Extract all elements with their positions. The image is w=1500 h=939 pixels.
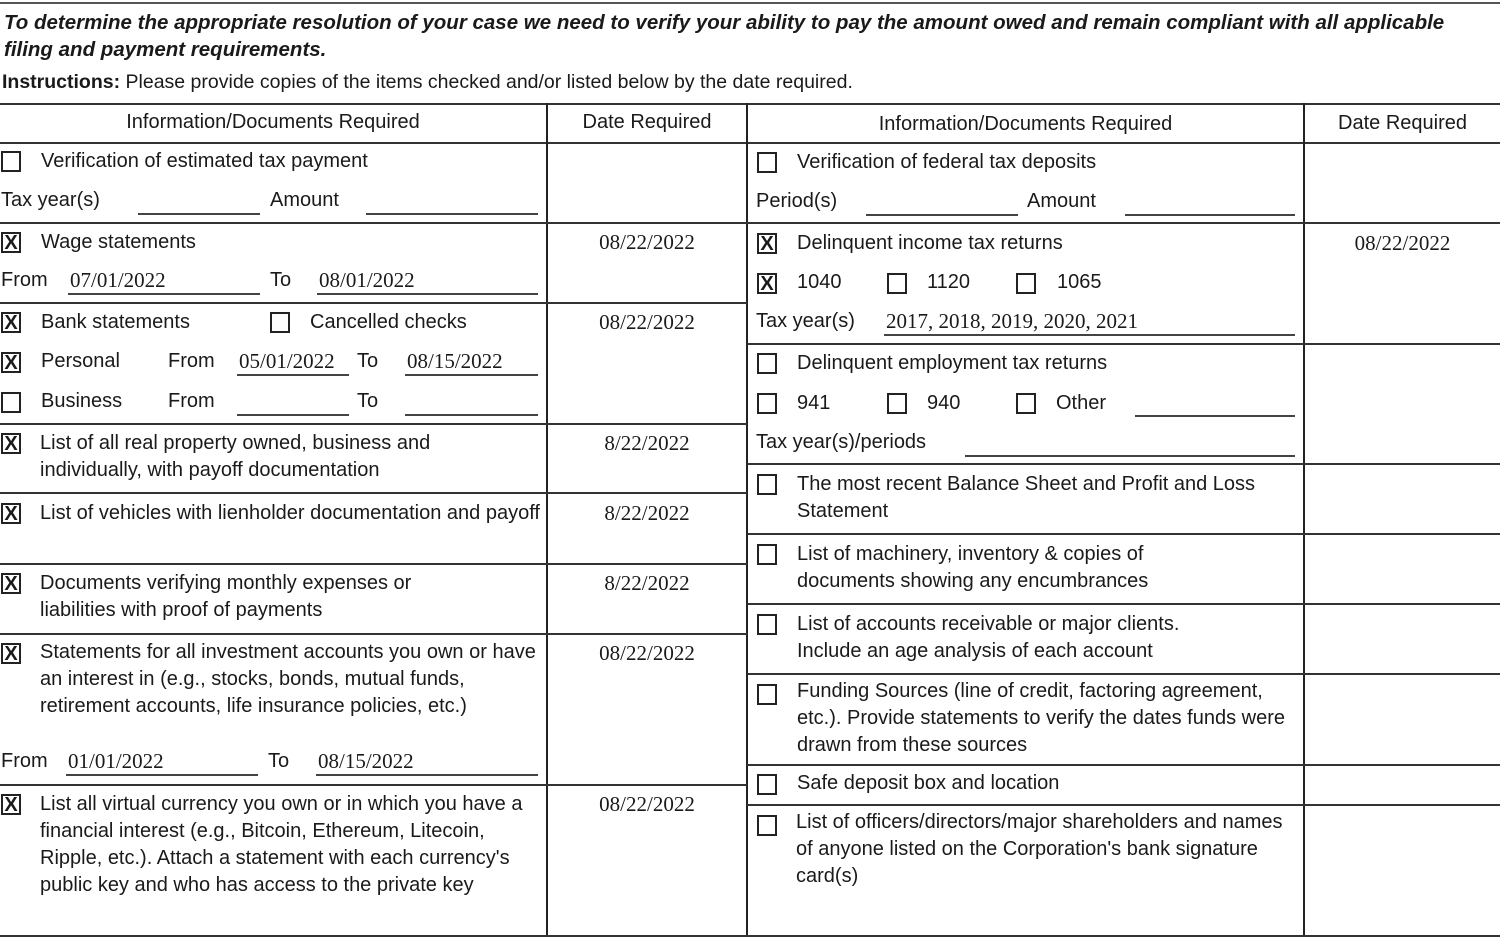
federal-periods-label: Period(s) xyxy=(756,190,838,212)
investments-to-label: To xyxy=(268,750,290,772)
instructions xyxy=(2,70,853,94)
wage-from-underline xyxy=(68,293,260,295)
left-date-header: Date Required xyxy=(582,111,712,133)
top-border xyxy=(0,2,1500,4)
form-1120-checkbox[interactable] xyxy=(887,273,907,294)
expenses-date-required: 8/22/2022 xyxy=(604,571,690,595)
wage-statements-checkbox[interactable] xyxy=(1,232,21,253)
row-divider xyxy=(747,764,1500,766)
left-info-header: Information/Documents Required xyxy=(126,111,420,133)
safe-deposit-label: Safe deposit box and location xyxy=(797,772,1060,794)
employment-tax-checkbox[interactable] xyxy=(757,353,777,374)
estimated-tax-amount-label: Amount xyxy=(270,189,339,211)
row-divider xyxy=(747,804,1500,806)
row-divider xyxy=(747,343,1500,345)
row-divider xyxy=(0,302,747,304)
investments-from-label: From xyxy=(1,750,48,772)
wage-to-value[interactable]: 08/01/2022 xyxy=(319,268,415,292)
row-divider xyxy=(747,533,1500,535)
checkmark-x-icon: X xyxy=(760,232,774,255)
form-941-label: 941 xyxy=(797,392,831,414)
officers-label: List of officers/directors/major shareholders and names of anyone listed on the Corporation's bank signature card(s) xyxy=(796,811,1283,887)
form-other-checkbox[interactable] xyxy=(1016,393,1036,414)
business-checkbox[interactable] xyxy=(1,392,21,413)
virtual-currency-checkbox[interactable] xyxy=(1,794,21,815)
machinery-label: List of machinery, inventory & copies of documents showing any encumbrances xyxy=(797,543,1149,592)
instructions-text: Please provide copies of the items checked and/or listed below by the date required. xyxy=(120,71,853,93)
balance-sheet-checkbox[interactable] xyxy=(757,474,777,495)
personal-checkbox[interactable] xyxy=(1,352,21,373)
investments-label: Statements for all investment accounts you own or have an interest in (e.g., stocks, bonds, mutual funds, retirement accounts, life insurance policies, etc.) xyxy=(40,641,536,717)
bank-statements-label: Bank statements xyxy=(41,311,190,333)
federal-periods-field[interactable] xyxy=(866,214,1018,216)
business-to-label: To xyxy=(357,390,379,412)
checkmark-x-icon: X xyxy=(4,311,18,334)
investments-from-value[interactable]: 01/01/2022 xyxy=(68,749,164,773)
vehicles-date-required: 8/22/2022 xyxy=(604,501,690,525)
row-divider xyxy=(0,423,747,425)
investments-checkbox[interactable] xyxy=(1,643,21,664)
federal-deposits-label: Verification of federal tax deposits xyxy=(797,151,1097,173)
wage-from-value[interactable]: 07/01/2022 xyxy=(70,268,166,292)
checkmark-x-icon: X xyxy=(4,351,18,374)
checkmark-x-icon: X xyxy=(4,432,18,455)
form-1065-checkbox[interactable] xyxy=(1016,273,1036,294)
personal-from-label: From xyxy=(168,350,215,372)
estimated-tax-amount-field[interactable] xyxy=(366,213,538,215)
wage-to-label: To xyxy=(270,269,292,291)
income-tax-checkbox[interactable] xyxy=(757,233,777,254)
federal-amount-label: Amount xyxy=(1027,190,1096,212)
personal-to-label: To xyxy=(357,350,379,372)
virtual-currency-label: List all virtual currency you own or in which you have a financial interest (e.g., Bitcoin, Ethereum, Litecoin, Ripple, etc.). Attach a statement with each currency's public key and who has access to the private key xyxy=(40,793,523,896)
personal-to-underline xyxy=(405,374,538,376)
real-property-date-required: 8/22/2022 xyxy=(604,431,690,455)
cancelled-checks-checkbox[interactable] xyxy=(270,312,290,333)
checkmark-x-icon: X xyxy=(4,502,18,525)
row-divider xyxy=(0,633,747,635)
row-divider xyxy=(747,673,1500,675)
federal-amount-field[interactable] xyxy=(1125,214,1295,216)
personal-from-value[interactable]: 05/01/2022 xyxy=(239,349,335,373)
personal-to-value[interactable]: 08/15/2022 xyxy=(407,349,503,373)
estimated-tax-label: Verification of estimated tax payment xyxy=(41,150,368,172)
row-divider xyxy=(747,463,1500,465)
header-bottom-border xyxy=(0,142,1500,144)
form-1040-checkbox[interactable] xyxy=(757,273,777,294)
row-divider xyxy=(0,563,747,565)
expenses-label: Documents verifying monthly expenses or liabilities with proof of payments xyxy=(40,572,412,621)
estimated-tax-years-field[interactable] xyxy=(138,213,260,215)
checkmark-x-icon: X xyxy=(760,272,774,295)
wage-to-underline xyxy=(317,293,538,295)
business-from-label: From xyxy=(168,390,215,412)
business-label: Business xyxy=(41,390,123,412)
form-940-checkbox[interactable] xyxy=(887,393,907,414)
investments-date-required: 08/22/2022 xyxy=(599,641,695,665)
receivables-checkbox[interactable] xyxy=(757,614,777,635)
income-tax-years-label: Tax year(s) xyxy=(756,310,855,332)
business-from-field[interactable] xyxy=(237,414,349,416)
income-tax-years-value[interactable]: 2017, 2018, 2019, 2020, 2021 xyxy=(886,309,1138,333)
checkmark-x-icon: X xyxy=(4,793,18,816)
funding-sources-checkbox[interactable] xyxy=(757,684,777,705)
row-divider xyxy=(0,222,1500,224)
instructions-label: Instructions: xyxy=(2,71,121,93)
business-to-field[interactable] xyxy=(405,414,538,416)
personal-label: Personal xyxy=(41,350,120,372)
employment-periods-label: Tax year(s)/periods xyxy=(756,431,927,453)
table-bottom-border xyxy=(0,935,1500,937)
vehicles-label: List of vehicles with lienholder documentation and payoff xyxy=(40,502,540,524)
wage-statements-label: Wage statements xyxy=(41,231,196,253)
investments-to-value[interactable]: 08/15/2022 xyxy=(318,749,414,773)
bank-statements-checkbox[interactable] xyxy=(1,312,21,333)
form-other-label: Other xyxy=(1056,392,1107,414)
vehicles-checkbox[interactable] xyxy=(1,503,21,524)
row-divider xyxy=(747,603,1500,605)
wage-date-required: 08/22/2022 xyxy=(599,230,695,254)
receivables-label: List of accounts receivable or major clients. Include an age analysis of each account xyxy=(797,613,1180,662)
row-divider xyxy=(0,784,747,786)
federal-deposits-checkbox[interactable] xyxy=(757,152,777,173)
income-tax-label: Delinquent income tax returns xyxy=(797,232,1063,254)
checkmark-x-icon: X xyxy=(4,642,18,665)
employment-tax-label: Delinquent employment tax returns xyxy=(797,352,1108,374)
employment-periods-field[interactable] xyxy=(965,455,1295,457)
right-info-header: Information/Documents Required xyxy=(878,113,1173,135)
real-property-label: List of all real property owned, business and individually, with payoff documentation xyxy=(40,432,431,481)
income-tax-date-required: 08/22/2022 xyxy=(1354,231,1451,255)
balance-sheet-label: The most recent Balance Sheet and Profit and Loss Statement xyxy=(797,473,1256,522)
safe-deposit-checkbox[interactable] xyxy=(757,774,777,795)
row-divider xyxy=(0,492,747,494)
form-1040-label: 1040 xyxy=(797,271,842,293)
form-other-field[interactable] xyxy=(1135,415,1295,417)
estimated-tax-years-label: Tax year(s) xyxy=(1,189,100,211)
income-tax-years-underline xyxy=(884,334,1295,336)
officers-checkbox[interactable] xyxy=(757,815,777,836)
form-940-label: 940 xyxy=(927,392,961,414)
bank-date-required: 08/22/2022 xyxy=(599,310,695,334)
right-date-header: Date Required xyxy=(1338,112,1467,134)
investments-from-underline xyxy=(66,774,258,776)
investments-to-underline xyxy=(316,774,538,776)
form-941-checkbox[interactable] xyxy=(757,393,777,414)
form-1065-label: 1065 xyxy=(1057,271,1102,293)
funding-sources-label: Funding Sources (line of credit, factoring agreement, etc.). Provide statements to verify the dates funds were drawn from these sources xyxy=(797,680,1286,756)
virtual-currency-date-required: 08/22/2022 xyxy=(599,792,695,816)
machinery-checkbox[interactable] xyxy=(757,544,777,565)
checkmark-x-icon: X xyxy=(4,231,18,254)
real-property-checkbox[interactable] xyxy=(1,433,21,454)
table-top-border xyxy=(0,103,1500,105)
estimated-tax-checkbox[interactable] xyxy=(1,151,21,172)
right-date-divider xyxy=(1303,103,1305,937)
wage-from-label: From xyxy=(1,269,48,291)
cancelled-checks-label: Cancelled checks xyxy=(310,311,467,333)
intro-text: To determine the appropriate resolution of your case we need to verify your ability to pay the amount owed and remain compliant with all applicable filing and payment requirements. xyxy=(4,11,1445,61)
expenses-checkbox[interactable] xyxy=(1,573,21,594)
form-1120-label: 1120 xyxy=(927,271,971,293)
center-divider xyxy=(746,103,748,937)
personal-from-underline xyxy=(237,374,349,376)
checkmark-x-icon: X xyxy=(4,572,18,595)
